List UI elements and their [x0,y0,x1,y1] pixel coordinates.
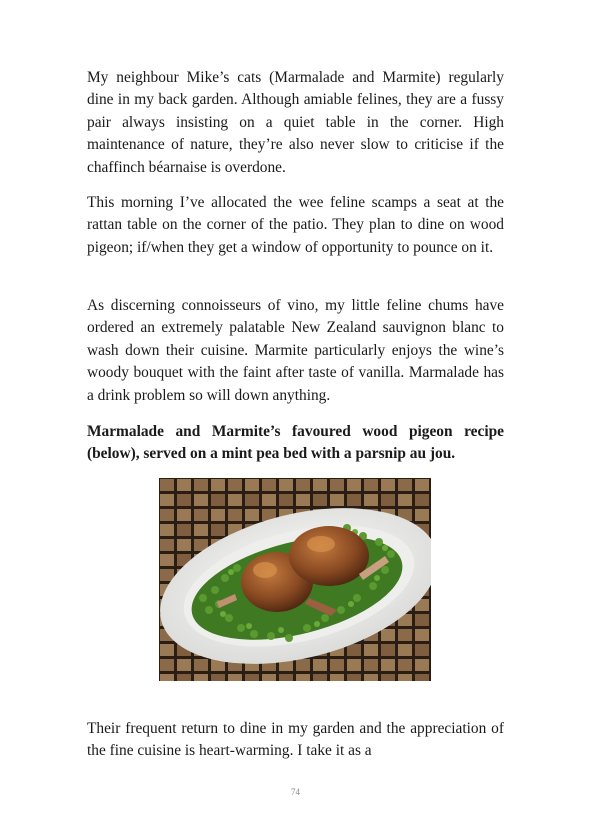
paragraph-2: This morning I’ve allocated the wee feline scamps a seat at the rattan table on the corner of the patio. They plan to dine on wood pigeon; if/when they get a window of opportunity to pounce on it. [87,194,504,256]
pigeon-dish-image [159,478,431,681]
recipe-caption: Marmalade and Marmite’s favoured wood pigeon recipe (below), served on a mint pea bed with a parsnip au jou. [87,423,504,463]
paragraph-1: My neighbour Mike’s cats (Marmalade and Marmite) regularly dine in my back garden. Although amiable felines, they are a fussy pair always insisting on a quiet table in the corner. High maintenance of nature, they’re also never slow to criticise if the chaffinch béarnaise is overdone. [87,69,504,176]
closing-paragraph: Their frequent return to dine in my garden and the appreciation of the fine cuisine is heart-warming. I take it as a [87,720,504,760]
pigeon-right [289,526,369,586]
pigeon-recipe-photo [159,478,431,681]
page-number: 74 [291,787,300,797]
paragraph-3: As discerning connoisseurs of vino, my little feline chums have ordered an extremely palatable New Zealand sauvignon blanc to wash down their cuisine. Marmite particularly enjoys the wine’s woody bouquet with the faint after taste of vanilla. Marmalade has a drink problem so will down anything. [87,297,504,404]
